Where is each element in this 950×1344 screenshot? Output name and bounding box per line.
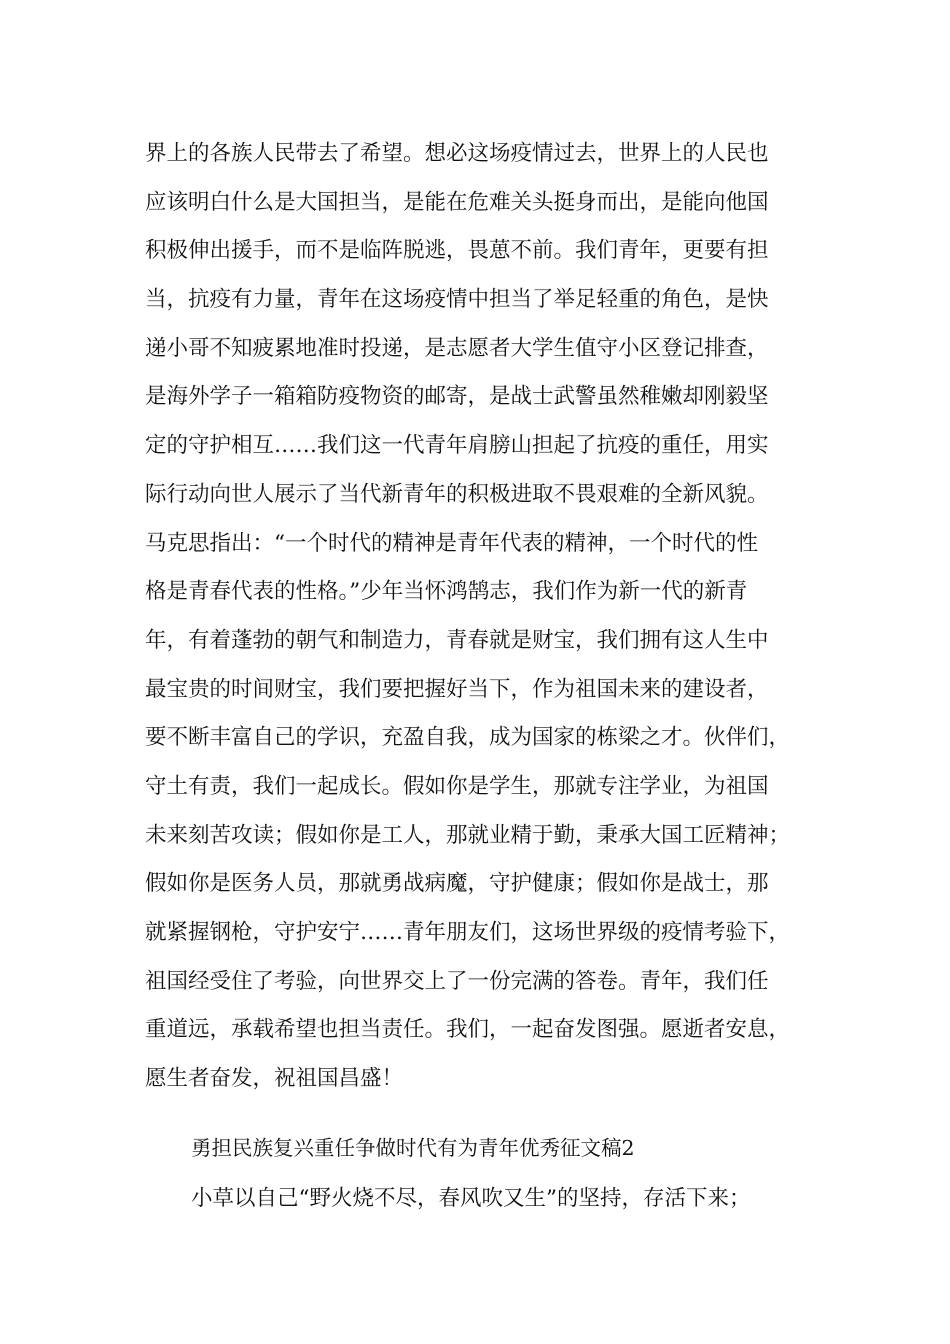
paragraph-line: 应该明白什么是大国担当，是能在危难关头挺身而出，是能向他国 <box>145 189 769 215</box>
paragraph-line: 当，抗疫有力量，青年在这场疫情中担当了举足轻重的角色，是快 <box>145 287 769 313</box>
paragraph-line: 守土有责，我们一起成长。假如你是学生，那就专注学业，为祖国 <box>145 773 769 799</box>
paragraph-line: 界上的各族人民带去了希望。想必这场疫情过去，世界上的人民也 <box>145 141 769 166</box>
paragraph-line: 愿生者奋发，祝祖国昌盛！ <box>145 1066 404 1092</box>
essay-paragraph <box>145 130 825 1104</box>
paragraph-line: 就紧握钢枪，守护安宁……青年朋友们，这场世界级的疫情考验下， <box>145 920 791 945</box>
paragraph-line: 际行动向世人展示了当代新青年的积极进取不畏艰难的全新风貌。 <box>145 481 769 507</box>
paragraph-line: 积极伸出援手，而不是临阵脱逃，畏葸不前。我们青年，更要有担 <box>145 238 769 264</box>
paragraph-line: 要不断丰富自己的学识，充盈自我，成为国家的栋梁之才。伙伴们， <box>145 725 791 751</box>
paragraph-line: 假如你是医务人员，那就勇战病魔，守护健康；假如你是战士，那 <box>145 871 769 897</box>
paragraph-line: 马克思指出：“一个时代的精神是青年代表的精神，一个时代的性 <box>145 530 758 556</box>
paragraph-line: 格是青春代表的性格。”少年当怀鸿鹄志，我们作为新一代的新青 <box>145 579 748 605</box>
section-heading: 勇担民族复兴重任争做时代有为青年优秀征文稿2 <box>191 1136 635 1160</box>
paragraph-line: 年，有着蓬勃的朝气和制造力，青春就是财宝，我们拥有这人生中 <box>145 627 769 653</box>
next-paragraph-line: 小草以自己“野火烧不尽，春风吹又生”的坚持，存活下来； <box>191 1186 751 1211</box>
paragraph-line: 祖国经受住了考验，向世界交上了一份完满的答卷。青年，我们任 <box>145 968 769 994</box>
paragraph-line: 是海外学子一箱箱防疫物资的邮寄，是战士武警虽然稚嫩却刚毅坚 <box>145 384 769 410</box>
paragraph-line: 最宝贵的时间财宝，我们要把握好当下，作为祖国未来的建设者， <box>145 676 769 702</box>
paragraph-line: 重道远，承载希望也担当责任。我们，一起奋发图强。愿逝者安息， <box>145 1017 791 1043</box>
paragraph-line: 递小哥不知疲累地准时投递，是志愿者大学生值守小区登记排查， <box>145 335 769 361</box>
paragraph-line: 未来刻苦攻读；假如你是工人，那就业精于勤，秉承大国工匠精神； <box>145 822 791 848</box>
paragraph-line: 定的守护相互……我们这一代青年肩膀山担起了抗疫的重任，用实 <box>145 433 769 459</box>
